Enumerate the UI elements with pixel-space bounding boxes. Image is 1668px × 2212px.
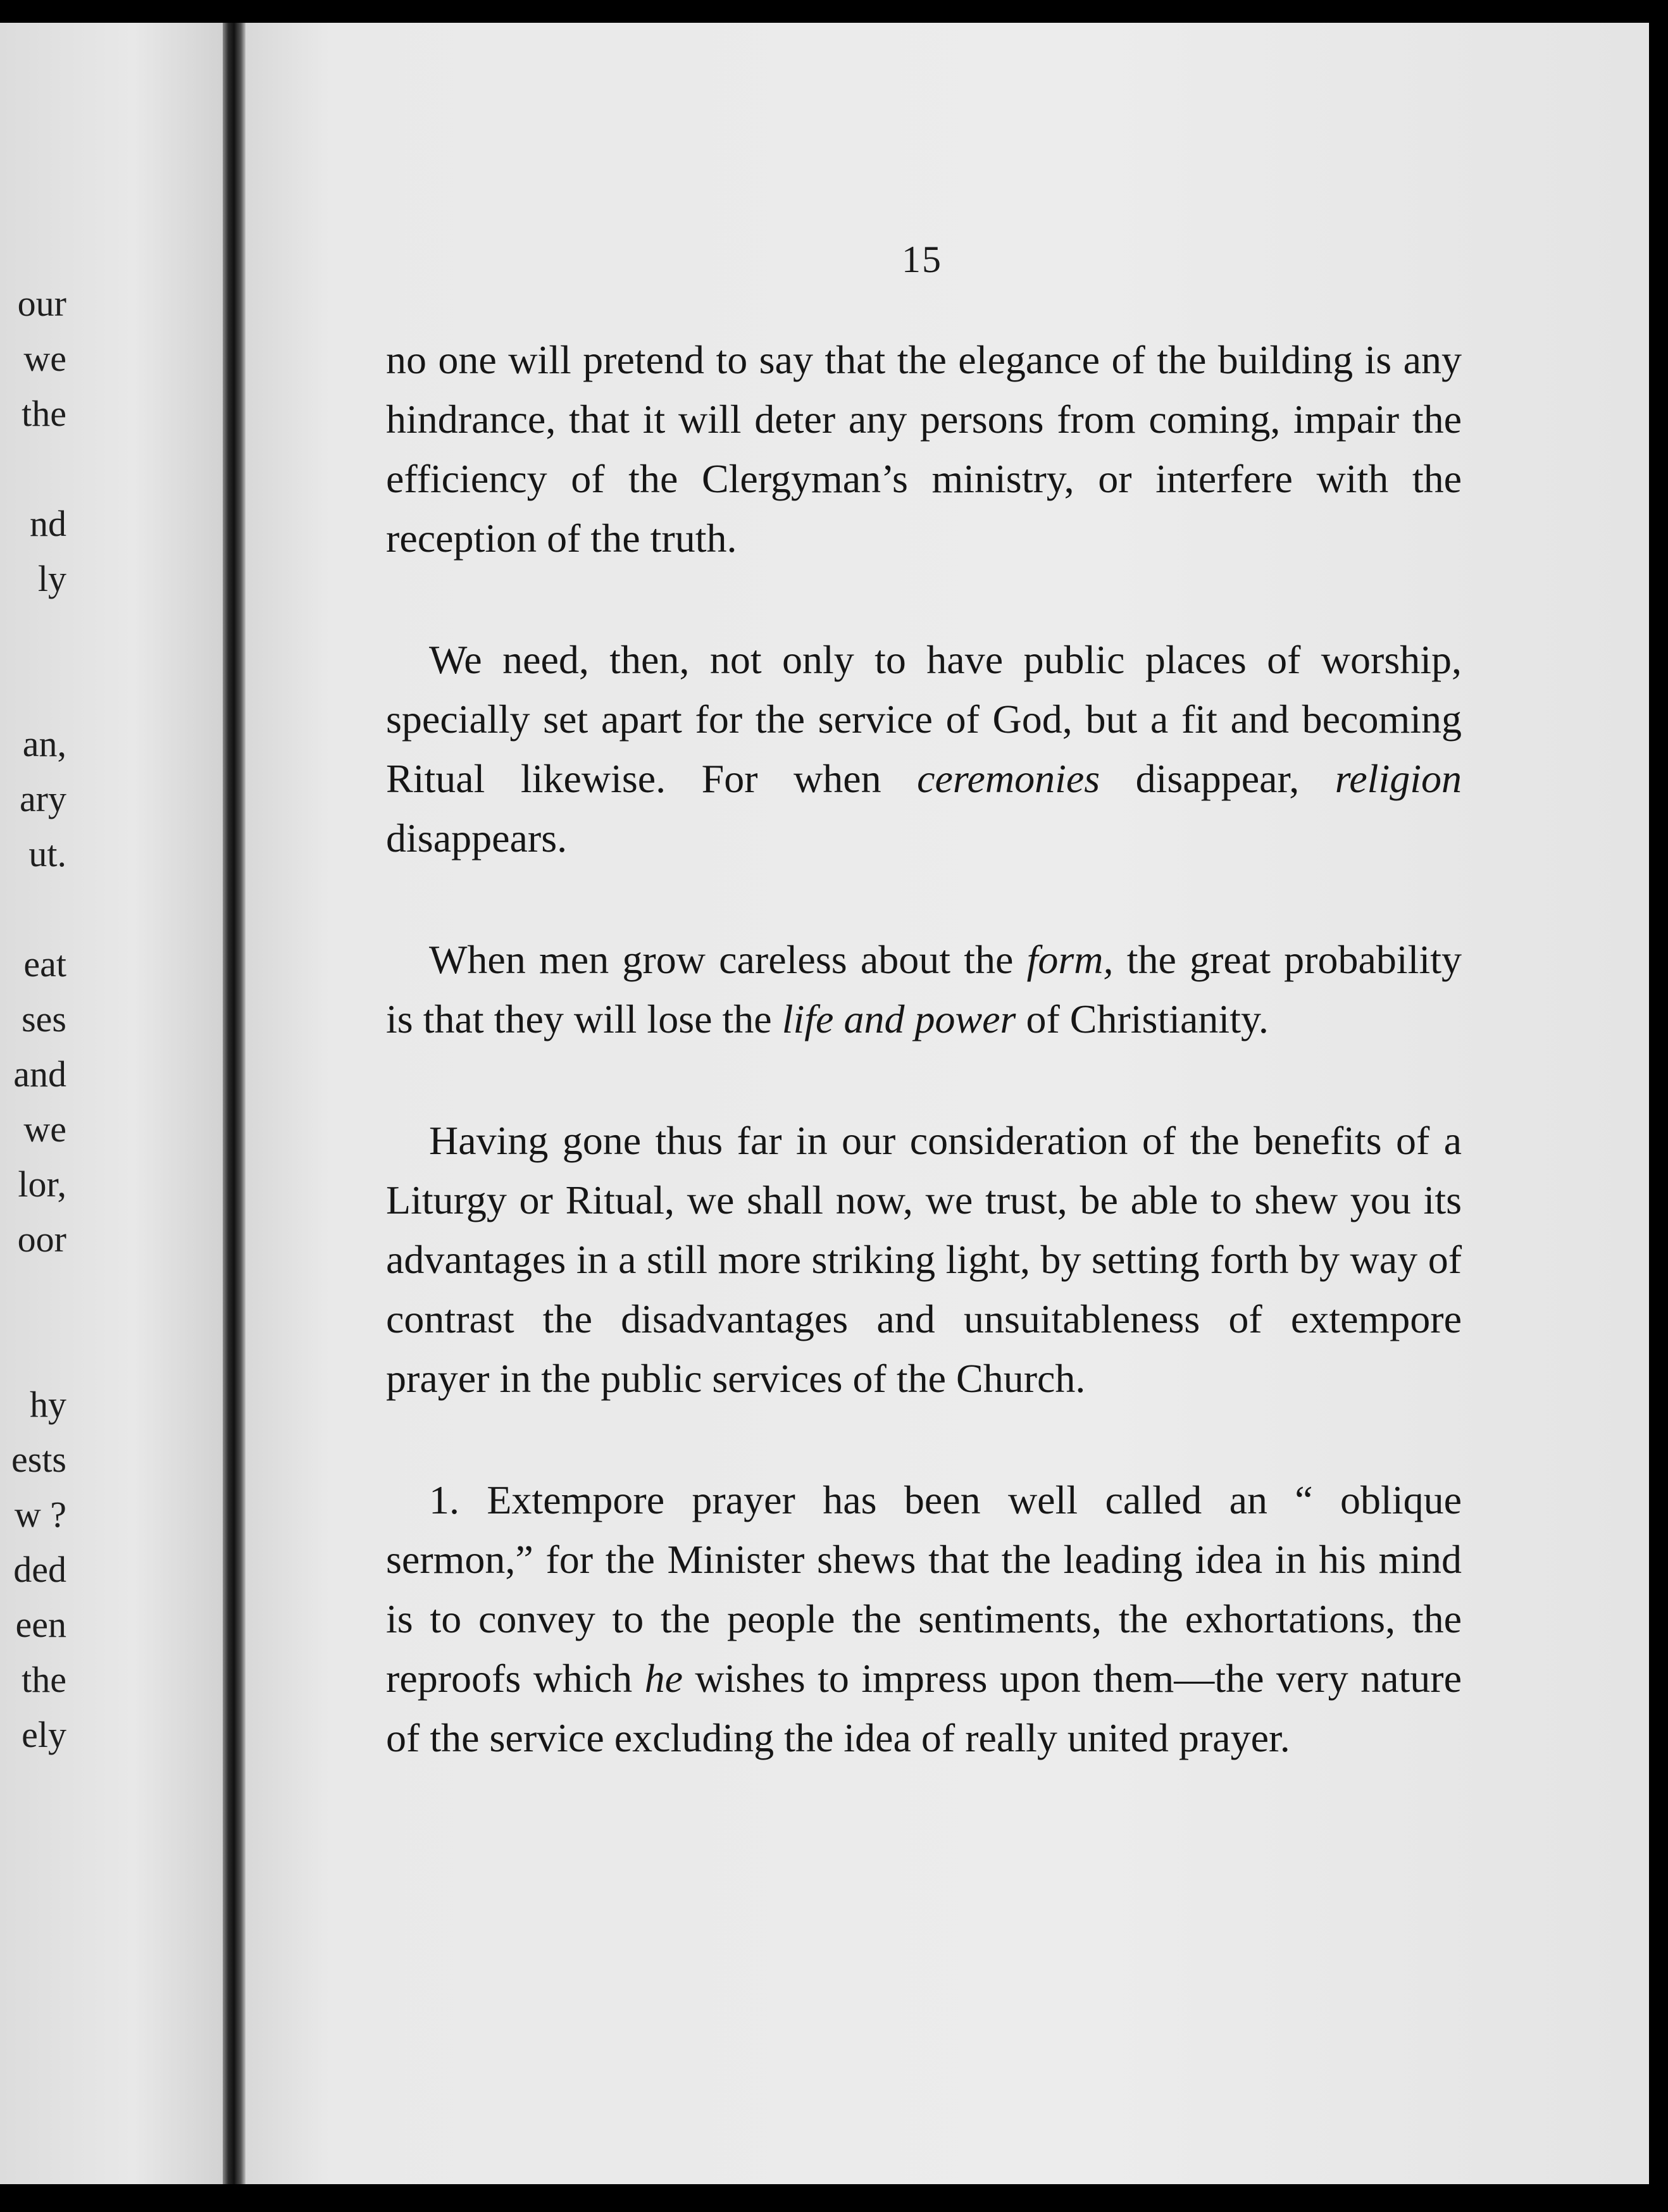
text-run: Having gone thus far in our consideration of the benefits of a Liturgy or Ritual, we shall now, we trust, be able to shew you its advantages in a still more striking light, by setting forth by way of contrast the disadvantages and unsuitableness of extempore prayer in the public services of the Church. — [386, 1118, 1462, 1401]
previous-page-line-end — [0, 333, 66, 384]
italic-text: form, — [1026, 937, 1114, 982]
line-fragment: nd — [30, 503, 66, 544]
previous-page-line-end — [0, 1655, 66, 1705]
paragraph — [386, 1470, 1462, 1768]
previous-page-line-end — [0, 554, 66, 604]
text-run: wishes to impress upon them—the very nature of the service excluding the idea of really united prayer. — [386, 1656, 1462, 1760]
previous-page-line-end — [0, 994, 66, 1045]
line-fragment: lor, — [18, 1164, 66, 1205]
italic-text: life and power — [781, 997, 1016, 1041]
previous-page-line-end — [0, 774, 66, 824]
previous-page-line-end — [0, 388, 66, 439]
paragraph — [386, 330, 1462, 568]
page-number: 15 — [902, 239, 942, 280]
line-fragment: ary — [19, 778, 66, 819]
page — [246, 23, 1649, 2184]
previous-page-line-end — [0, 499, 66, 549]
paragraph — [386, 630, 1462, 868]
line-fragment: ly — [37, 558, 66, 599]
text-run: When men grow careless about the — [429, 937, 1027, 982]
text-run: the great probability is that they will lose the — [386, 937, 1462, 1041]
previous-page-line-end — [0, 1049, 66, 1100]
italic-text: he — [644, 1656, 683, 1701]
previous-page-line-end — [0, 1544, 66, 1595]
line-fragment: een — [15, 1604, 66, 1645]
previous-page-line-end — [0, 1379, 66, 1430]
italic-text: ceremonies — [917, 756, 1100, 801]
paragraph — [386, 930, 1462, 1049]
previous-page-line-end — [0, 1214, 66, 1265]
previous-page-line-end — [0, 1600, 66, 1650]
line-fragment: ut. — [28, 833, 66, 874]
previous-page-line-end — [0, 278, 66, 329]
previous-page-line-end — [0, 939, 66, 990]
text-run: disappears. — [386, 816, 568, 861]
previous-page-line-end — [0, 1434, 66, 1485]
line-fragment: ely — [22, 1714, 66, 1755]
line-fragment: ses — [22, 998, 66, 1040]
line-fragment: we — [23, 1109, 66, 1150]
line-fragment: oor — [17, 1219, 66, 1260]
text-run: 1. Extempore prayer has been well called an “ oblique sermon,” for the Minister shews that the leading idea in his mind is to convey to the people the sentiments, the exhortations, the reproofs which — [386, 1477, 1462, 1701]
previous-page-line-end — [0, 719, 66, 769]
line-fragment: ests — [11, 1439, 66, 1480]
previous-page-line-end — [0, 1159, 66, 1210]
previous-page-line-end — [0, 829, 66, 879]
line-fragment: the — [22, 1659, 66, 1700]
line-fragment: we — [23, 338, 66, 379]
line-fragment: ded — [13, 1549, 66, 1590]
line-fragment: the — [22, 393, 66, 434]
line-fragment: eat — [23, 943, 66, 985]
text-run: no one will pretend to say that the elegance of the building is any hindrance, that it will deter any persons from coming, impair the efficiency of the Clergyman’s ministry, or interfere with the reception of the truth. — [386, 337, 1462, 561]
previous-page-edge — [0, 23, 223, 2184]
line-fragment: and — [13, 1053, 66, 1095]
previous-page-line-end — [0, 1489, 66, 1540]
text-run: We need, then, not only to have public places of worship, specially set apart for the service of God, but a fit and becoming Ritual likewise. For when — [386, 637, 1462, 801]
text-run: disappear, — [1100, 756, 1335, 801]
line-fragment: w ? — [14, 1494, 66, 1535]
previous-page-line-end — [0, 1710, 66, 1760]
line-fragment: hy — [30, 1384, 66, 1425]
paragraph — [386, 1111, 1462, 1408]
page-body-text — [386, 330, 1462, 1830]
previous-page-line-end — [0, 1104, 66, 1155]
line-fragment: our — [17, 283, 66, 324]
book-spine — [223, 23, 246, 2184]
italic-text: religion — [1335, 756, 1462, 801]
line-fragment: an, — [22, 723, 66, 764]
text-run: of Christianity. — [1016, 997, 1269, 1041]
